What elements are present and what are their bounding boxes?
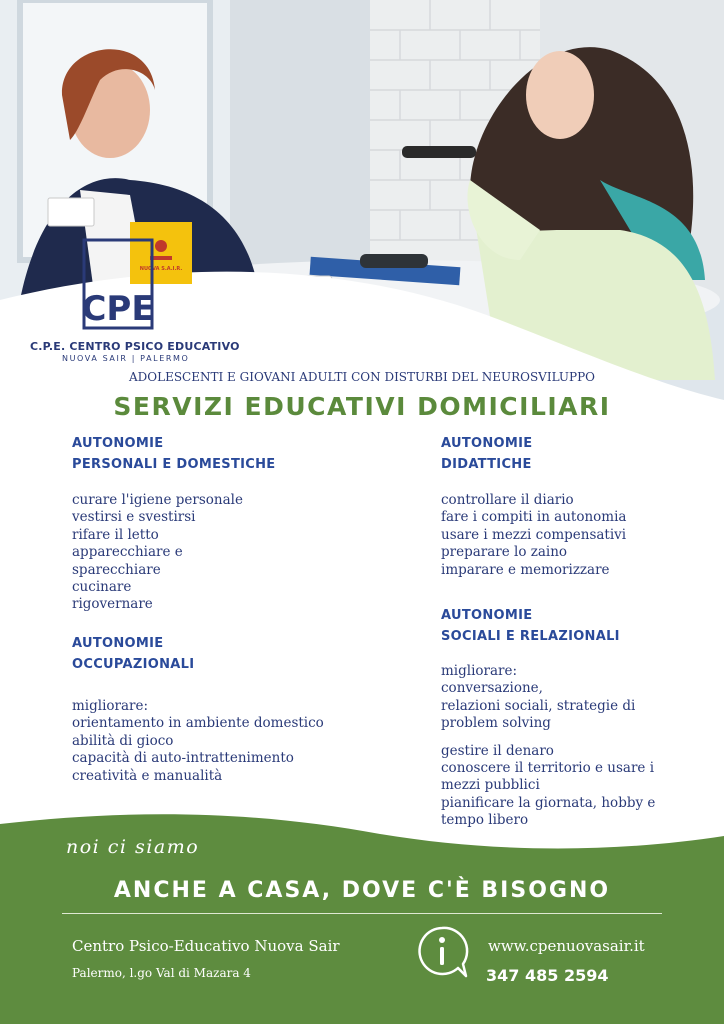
center-address: Palermo, l.go Val di Mazara 4 bbox=[72, 966, 251, 980]
page-title: SERVIZI EDUCATIVI DOMICILIARI bbox=[113, 392, 611, 421]
list-item: rigovernare bbox=[72, 596, 153, 613]
footer-band bbox=[0, 800, 724, 1024]
list-item: pianificare la giornata, hobby e bbox=[441, 794, 656, 811]
list-item: conversazione, bbox=[441, 680, 543, 697]
list-item: usare i mezzi compensativi bbox=[441, 526, 627, 543]
info-chat-icon bbox=[414, 924, 470, 980]
list-item: capacità di auto-intrattenimento bbox=[72, 750, 294, 767]
list-item: apparecchiare e bbox=[72, 544, 183, 561]
list-personali bbox=[72, 492, 243, 614]
list-item: problem solving bbox=[441, 715, 551, 732]
list-item: vestirsi e svestirsi bbox=[72, 509, 196, 526]
list-item: relazioni sociali, strategie di bbox=[441, 697, 636, 714]
list-item: curare l'igiene personale bbox=[72, 492, 243, 508]
logo-mark: CPE bbox=[82, 289, 155, 329]
list-item: rifare il letto bbox=[72, 526, 159, 543]
footer-divider bbox=[62, 913, 662, 914]
section-heading-personali: AUTONOMIE PERSONALI E DOMESTICHE bbox=[72, 436, 276, 472]
list-didattiche bbox=[441, 492, 626, 579]
list-item: conoscere il territorio e usare i bbox=[441, 760, 655, 777]
list-item: fare i compiti in autonomia bbox=[441, 509, 627, 526]
tagline: ADOLESCENTI E GIOVANI ADULTI CON DISTURBI DEL NEUROSVILUPPO bbox=[128, 370, 595, 384]
list-item: orientamento in ambiente domestico bbox=[72, 715, 324, 732]
cpe-logo bbox=[82, 220, 202, 330]
noi-ci-siamo: noi ci siamo bbox=[66, 836, 200, 858]
section-heading-didattiche: AUTONOMIE DIDATTICHE bbox=[441, 436, 533, 472]
website-link[interactable]: www.cpenuovasair.it bbox=[488, 937, 645, 955]
list-item: mezzi pubblici bbox=[441, 777, 540, 794]
list-item: migliorare: bbox=[72, 698, 149, 714]
list-item: gestire il denaro bbox=[441, 742, 554, 759]
list-item: creatività e manualità bbox=[72, 767, 223, 784]
list-item: tempo libero bbox=[441, 812, 529, 829]
logo-title: C.P.E. CENTRO PSICO EDUCATIVO bbox=[30, 340, 240, 353]
list-item: preparare lo zaino bbox=[441, 544, 568, 561]
list-item: abilità di gioco bbox=[72, 732, 174, 749]
list-item: migliorare: bbox=[441, 663, 518, 679]
list-item: controllare il diario bbox=[441, 492, 574, 508]
slogan: ANCHE A CASA, DOVE C'È BISOGNO bbox=[113, 878, 611, 903]
logo-subtitle: NUOVA SAIR | PALERMO bbox=[62, 354, 190, 363]
section-heading-occupazionali: AUTONOMIE OCCUPAZIONALI bbox=[72, 636, 195, 672]
logo-emblem-text: NUOVA S.A.I.R. bbox=[139, 266, 183, 272]
list-item: imparare e memorizzare bbox=[441, 561, 610, 578]
phone-number[interactable]: 347 485 2594 bbox=[486, 966, 609, 985]
list-item: cucinare bbox=[72, 579, 132, 596]
list-occupazionali bbox=[72, 698, 324, 785]
center-name: Centro Psico-Educativo Nuova Sair bbox=[72, 937, 340, 955]
section-heading-sociali: AUTONOMIE SOCIALI E RELAZIONALI bbox=[441, 608, 620, 644]
list-item: sparecchiare bbox=[72, 561, 161, 578]
